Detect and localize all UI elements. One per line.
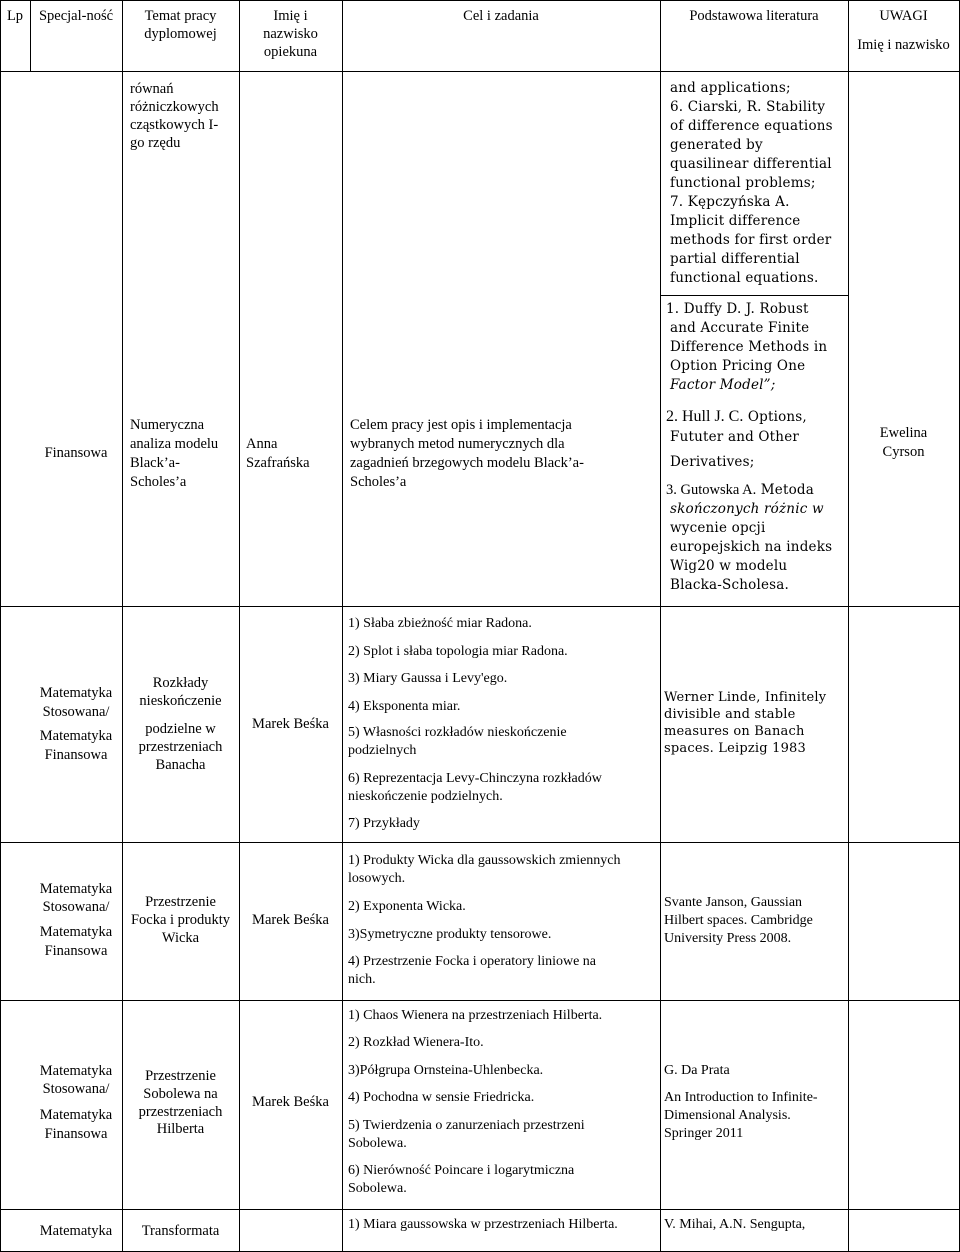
- specialty-line: Stosowana/: [42, 704, 110, 720]
- literature-line: V. Mihai, A.N. Sengupta,: [664, 1217, 806, 1232]
- goal-line: wybranych metod numerycznych dla: [350, 436, 565, 452]
- grid-line: [848, 0, 849, 1252]
- grid-line: [0, 1000, 960, 1001]
- specialty-cell: Matematyka: [39, 1223, 113, 1239]
- header-temat-line: Temat pracy: [144, 8, 217, 24]
- topic-line: Rozkłady: [152, 675, 209, 691]
- header-opiekun-line: nazwisko: [263, 26, 318, 42]
- topic-line: równań: [130, 81, 174, 97]
- topic-line: Sobolewa na: [143, 1086, 218, 1102]
- goal-line: 2) Exponenta Wicka.: [348, 899, 466, 914]
- header-specjalnosc: Specjal-ność: [38, 8, 114, 24]
- literature-line: functional equations.: [670, 270, 819, 286]
- topic-line: Przestrzenie: [145, 894, 216, 910]
- topic-line: przestrzeniach: [138, 739, 223, 755]
- topic-line: różniczkowych: [130, 99, 219, 115]
- goal-line: Sobolewa.: [348, 1181, 407, 1196]
- grid-line: [122, 0, 123, 1252]
- remarks-line: Cyrson: [882, 444, 925, 460]
- goal-line: Scholes’a: [350, 474, 407, 490]
- goal-line: 1) Miara gaussowska w przestrzeniach Hilberta.: [348, 1217, 618, 1232]
- specialty-line: Stosowana/: [42, 1081, 110, 1097]
- header-opiekun-line: Imię i: [273, 8, 308, 24]
- topic-line: Focka i produkty: [130, 912, 231, 928]
- grid-line: [660, 295, 848, 296]
- supervisor-cell: Marek Beśka: [252, 912, 329, 928]
- literature-entry-number: 3. Gutowska A.: [666, 482, 757, 498]
- literature-line: Werner Linde, Infinitely: [664, 690, 827, 705]
- grid-line: [0, 1209, 960, 1210]
- header-temat-line: dyplomowej: [144, 26, 217, 42]
- grid-line: [0, 606, 960, 607]
- remarks-line: Ewelina: [879, 425, 928, 441]
- literature-line: Difference Methods in: [670, 339, 828, 355]
- specialty-line: Finansowa: [44, 943, 108, 959]
- goal-line: 1) Produkty Wicka dla gaussowskich zmiennych: [348, 853, 621, 868]
- header-uwagi-line: Imię i nazwisko: [857, 37, 950, 53]
- goal-line: losowych.: [348, 871, 406, 886]
- goal-line: podzielnych: [348, 743, 417, 758]
- literature-line: Factor Model”;: [670, 377, 776, 393]
- literature-line: 7. Kępczyńska A.: [670, 194, 790, 210]
- header-cel: Cel i zadania: [463, 8, 539, 24]
- literature-line: 1. Duffy D. J. Robust: [666, 301, 809, 317]
- goal-line: 6) Reprezentacja Levy-Chinczyna rozkładów: [348, 771, 602, 786]
- goal-line: 4) Pochodna w sensie Friedricka.: [348, 1090, 535, 1105]
- literature-line: Implicit difference: [670, 213, 801, 229]
- literature-line: generated by: [670, 137, 763, 153]
- goal-line: 7) Przykłady: [348, 816, 420, 831]
- literature-line: and Accurate Finite: [670, 320, 810, 336]
- topic-line: Przestrzenie: [145, 1068, 216, 1084]
- topic-line: go rzędu: [130, 135, 181, 151]
- literature-line: partial differential: [670, 251, 800, 267]
- header-lp: Lp: [6, 8, 24, 24]
- goal-line: 4) Eksponenta miar.: [348, 699, 461, 714]
- literature-line: Springer 2011: [664, 1126, 744, 1141]
- header-literatura: Podstawowa literatura: [689, 8, 819, 24]
- literature-line: spaces. Leipzig 1983: [664, 741, 807, 756]
- goal-line: zagadnień brzegowych modelu Black’a-: [350, 455, 584, 471]
- goal-line: 6) Nierówność Poincare i logarytmiczna: [348, 1163, 575, 1178]
- literature-line: Fututer and Other: [670, 429, 800, 445]
- literature-line: methods for first order: [670, 232, 832, 248]
- literature-line: Svante Janson, Gaussian: [664, 895, 803, 910]
- literature-line: [666, 481, 814, 500]
- grid-line: [0, 0, 960, 1]
- goal-line: 4) Przestrzenie Focka i operatory liniowe na: [348, 954, 597, 969]
- literature-line: and applications;: [670, 80, 791, 96]
- goal-line: Sobolewa.: [348, 1136, 407, 1151]
- specialty-line: Matematyka: [39, 924, 113, 940]
- literature-line: Option Pricing One: [670, 358, 806, 374]
- literature-line: [666, 408, 807, 427]
- literature-line: quasilinear differential: [670, 156, 832, 172]
- grid-line: [0, 842, 960, 843]
- topic-line: cząstkowych I-: [130, 117, 219, 133]
- literature-line: of difference equations: [670, 118, 833, 134]
- goal-line: 1) Słaba zbieżność miar Radona.: [348, 616, 532, 631]
- topic-line: analiza modelu: [130, 436, 219, 452]
- goal-line: 3) Miary Gaussa i Levy'ego.: [348, 671, 508, 686]
- supervisor-line: Szafrańska: [246, 455, 310, 471]
- literature-line: skończonych różnic w: [670, 501, 824, 517]
- goal-line: 2) Splot i słaba topologia miar Radona.: [348, 644, 568, 659]
- specialty-cell: Finansowa: [44, 445, 108, 461]
- goal-line: nieskończenie podzielnych.: [348, 789, 503, 804]
- literature-line: europejskich na indeks: [670, 539, 833, 555]
- goal-line: 5) Twierdzenia o zanurzeniach przestrzeni: [348, 1118, 585, 1133]
- literature-line: divisible and stable: [664, 707, 796, 722]
- literature-line: functional problems;: [670, 175, 816, 191]
- topic-cell: Transformata: [141, 1223, 220, 1239]
- goal-line: 3)Półgrupa Ornsteina-Uhlenbecka.: [348, 1063, 544, 1078]
- specialty-line: Finansowa: [44, 1126, 108, 1142]
- literature-line: Blacka-Scholesa.: [670, 577, 790, 593]
- topic-line: Hilberta: [156, 1121, 205, 1137]
- goal-line: 5) Własności rozkładów nieskończenie: [348, 725, 567, 740]
- topic-line: nieskończenie: [139, 693, 222, 709]
- topic-line: Banacha: [155, 757, 206, 773]
- literature-entry-text: Metoda: [756, 482, 814, 498]
- grid-line: [239, 0, 240, 1252]
- literature-line: 6. Ciarski, R. Stability: [670, 99, 826, 115]
- topic-line: Numeryczna: [130, 417, 205, 433]
- goal-line: 1) Chaos Wienera na przestrzeniach Hilberta.: [348, 1008, 603, 1023]
- literature-line: University Press 2008.: [664, 931, 792, 946]
- goal-line: nich.: [348, 972, 376, 987]
- grid-line: [342, 0, 343, 1252]
- goal-line: Celem pracy jest opis i implementacja: [350, 417, 572, 433]
- supervisor-line: Anna: [246, 436, 278, 452]
- specialty-line: Matematyka: [39, 1107, 113, 1123]
- grid-line: [660, 0, 661, 1252]
- topic-line: przestrzeniach: [138, 1104, 223, 1120]
- specialty-line: Stosowana/: [42, 899, 110, 915]
- topic-line: podzielne w: [145, 721, 216, 737]
- literature-line: Wig20 w modelu: [670, 558, 788, 574]
- topic-line: Black’a-: [130, 455, 180, 471]
- literature-line: Dimensional Analysis.: [664, 1108, 791, 1123]
- specialty-line: Matematyka: [39, 685, 113, 701]
- literature-line: measures on Banach: [664, 724, 805, 739]
- specialty-line: Matematyka: [39, 881, 113, 897]
- goal-line: 3)Symetryczne produkty tensorowe.: [348, 927, 552, 942]
- topic-line: Scholes’a: [130, 474, 187, 490]
- literature-line: Derivatives;: [670, 454, 755, 470]
- specialty-line: Matematyka: [39, 1063, 113, 1079]
- literature-line: Hilbert spaces. Cambridge: [664, 913, 813, 928]
- grid-line: [0, 0, 1, 1252]
- literature-line: G. Da Prata: [664, 1063, 730, 1078]
- literature-line: wycenie opcji: [670, 520, 766, 536]
- grid-line: [0, 71, 960, 72]
- literature-line: An Introduction to Infinite-: [664, 1090, 818, 1105]
- topic-line: Wicka: [161, 930, 200, 946]
- specialty-line: Matematyka: [39, 728, 113, 744]
- header-opiekun-line: opiekuna: [263, 44, 318, 60]
- literature-entry-number: 2. Hull J. C.: [666, 408, 744, 425]
- literature-entry-text: Options,: [743, 409, 807, 425]
- specialty-line: Finansowa: [44, 747, 108, 763]
- supervisor-cell: Marek Beśka: [252, 716, 329, 732]
- header-uwagi-line: UWAGI: [879, 8, 928, 24]
- supervisor-cell: Marek Beśka: [252, 1094, 329, 1110]
- goal-line: 2) Rozkład Wienera-Ito.: [348, 1035, 484, 1050]
